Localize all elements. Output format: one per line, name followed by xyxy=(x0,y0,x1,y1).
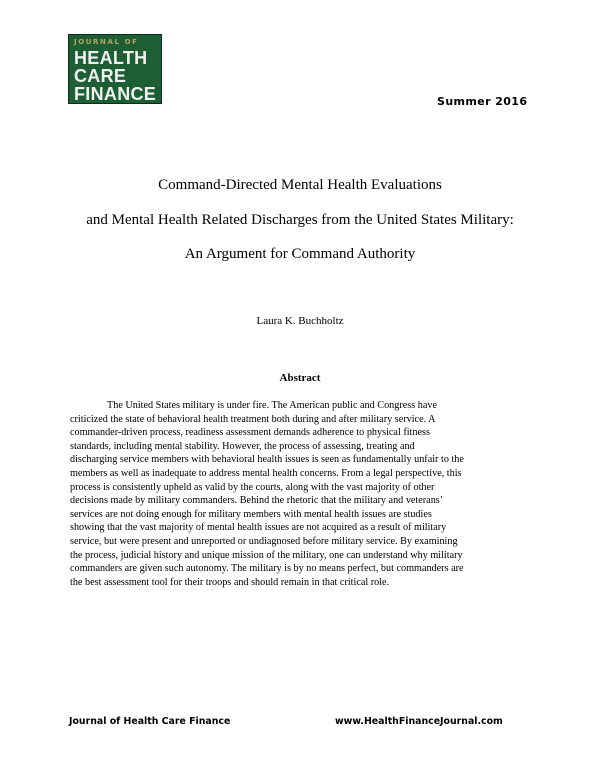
abstract-line: members as well as inadequate to address mental health concerns. From a legal perspective, this xyxy=(70,467,462,479)
abstract-line: commanders are given such autonomy. The military is by no means perfect, but commanders are xyxy=(70,563,464,575)
abstract-body xyxy=(70,399,530,589)
title-line-2: and Mental Health Related Discharges from the United States Military: xyxy=(86,212,514,228)
abstract-line: standards, including mental stability. However, the process of assessing, treating and xyxy=(70,440,415,452)
abstract-line: the process, judicial history and unique mission of the military, one can understand why military xyxy=(70,549,463,561)
title-line-1: Command-Directed Mental Health Evaluations xyxy=(158,177,442,193)
abstract-line: commander-driven process, readiness assessment demands adherence to physical fitness xyxy=(70,427,430,439)
abstract-line: discharging service members with behavioral health issues is seen as fundamentally unfair to the xyxy=(70,454,464,466)
abstract-line: the best assessment tool for their troops and should remain in that critical role. xyxy=(70,576,390,588)
author-name: Laura K. Buchholtz xyxy=(256,315,344,327)
logo-journal-of: JOURNAL OF xyxy=(74,38,139,46)
abstract-line: decisions made by military commanders. Behind the rhetoric that the military and veterans’ xyxy=(70,495,444,507)
footer-website[interactable]: www.HealthFinanceJournal.com xyxy=(335,716,503,727)
abstract-line: The United States military is under fire. The American public and Congress have xyxy=(107,400,437,411)
journal-logo xyxy=(68,34,162,104)
title-line-3: An Argument for Command Authority xyxy=(184,246,416,262)
logo-health: HEALTH xyxy=(74,48,148,68)
logo-finance: FINANCE xyxy=(74,84,157,104)
footer-journal-name: Journal of Health Care Finance xyxy=(69,716,231,727)
abstract-line: showing that the vast majority of mental health issues are not acquired as a result of military xyxy=(70,522,447,534)
abstract-line: criticized the state of behavioral health treatment both during and after military service. A xyxy=(70,413,436,425)
abstract-line: process is consistently upheld as valid by the courts, along with the vast majority of other xyxy=(70,481,435,493)
abstract-line: service, but were present and unreported or undiagnosed before military service. By examining xyxy=(70,535,458,547)
logo-care: CARE xyxy=(74,66,127,86)
abstract-line: services are not doing enough for military members with mental health issues are studies xyxy=(70,508,432,520)
issue-date: Summer 2016 xyxy=(437,95,528,108)
abstract-heading: Abstract xyxy=(279,372,321,384)
